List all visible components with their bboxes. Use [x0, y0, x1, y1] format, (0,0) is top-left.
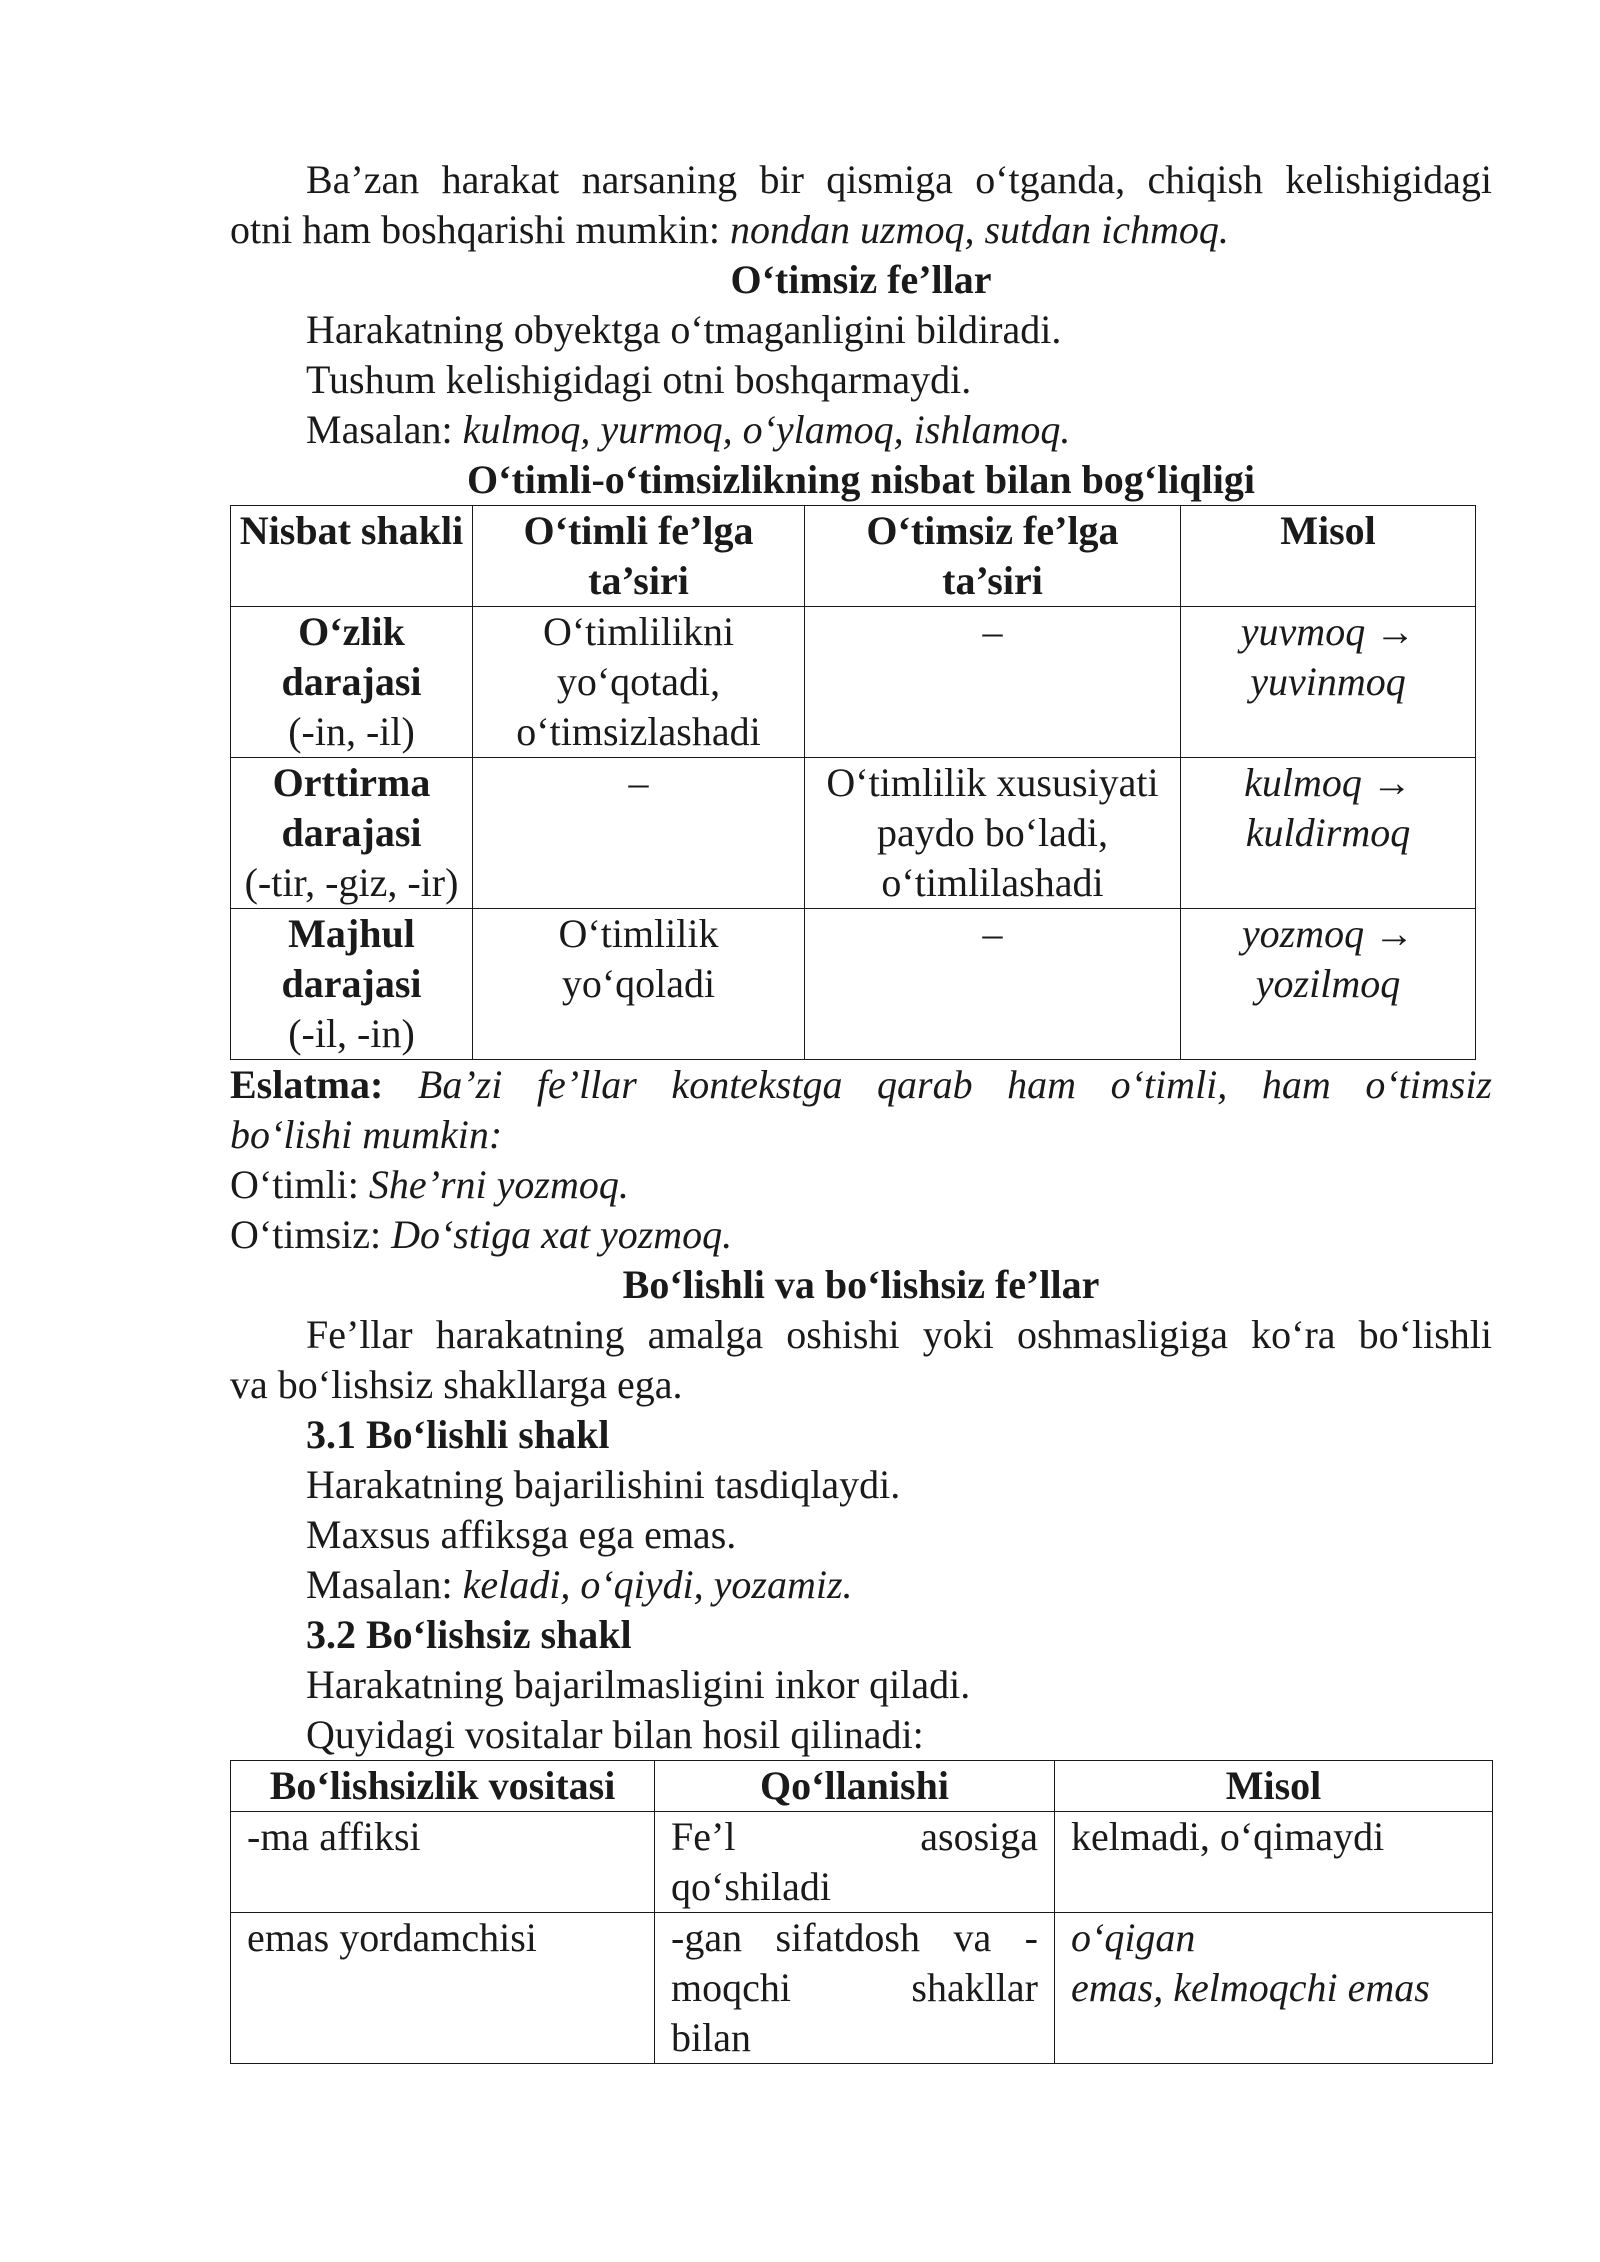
document-page — [230, 155, 1492, 2064]
otimsiz-example-text: kulmoq, yurmoq, o‘ylamoq, ishlamoq. — [462, 407, 1071, 452]
row-example: yuvmoq → yuvinmoq — [1181, 607, 1476, 758]
header-nisbat: Nisbat shakli — [231, 506, 473, 607]
section-3-1-example-text: keladi, o‘qiydi, yozamiz. — [462, 1562, 853, 1607]
row-name: Majhul darajasi — [281, 911, 422, 1006]
table-row — [231, 909, 1476, 1060]
row-example-line-1: o‘qigan — [1071, 1915, 1196, 1960]
section-3-1-example — [230, 1560, 1492, 1610]
row-transitive: O‘timlilikni yo‘qotadi, o‘timsizlashadi — [473, 607, 805, 758]
intro-line-2-text: otni ham boshqarishi mumkin: — [230, 207, 730, 252]
table-row — [231, 758, 1476, 909]
row-means: -ma affiksi — [231, 1812, 655, 1913]
header-otimsiz: O‘timsiz fe’lga ta’siri — [805, 506, 1181, 607]
otimsiz-heading: O‘timsiz fe’llar — [730, 257, 992, 302]
row-usage-line-1: -gan sifatdosh va - — [671, 1915, 1038, 1960]
intro-line-1: Ba’zan harakat narsaning bir qismiga o‘tganda, chiqish kelishigidagi — [306, 157, 1492, 202]
row-usage — [655, 1913, 1055, 2064]
row-usage-line-2: qo‘shiladi — [671, 1864, 831, 1909]
table-header-row — [231, 1761, 1493, 1812]
otimsiz-line-2: Tushum kelishigidagi otni boshqarmaydi. — [306, 357, 972, 402]
row-intransitive: O‘timlilik xususiyati paydo bo‘ladi, o‘timlilashadi — [805, 758, 1181, 909]
header-vosita: Bo‘lishsizlik vositasi — [231, 1761, 655, 1812]
table1-title: O‘timli-o‘timsizlikning nisbat bilan bog‘liqligi — [467, 457, 1255, 502]
bolishli-para-1: Fe’llar harakatning amalga oshishi yoki oshmasligiga ko‘ra bo‘lishli — [306, 1312, 1492, 1357]
table-header-row — [231, 506, 1476, 607]
row-transitive: O‘timlilik yo‘qoladi — [473, 909, 805, 1060]
section-3-1-line-1: Harakatning bajarilishini tasdiqlaydi. — [306, 1462, 901, 1507]
otimsiz-example — [230, 405, 1492, 455]
row-name: Orttirma darajasi — [272, 760, 431, 855]
note-example-2 — [230, 1210, 1492, 1260]
row-intransitive: – — [805, 909, 1181, 1060]
section-3-2-line-1: Harakatning bajarilmasligini inkor qiladi. — [306, 1662, 971, 1707]
header-otimli: O‘timli fe’lga ta’siri — [473, 506, 805, 607]
section-3-1-title: 3.1 Bo‘lishli shakl — [306, 1412, 610, 1457]
note-ex1-label: O‘timli: — [230, 1162, 369, 1207]
row-name-cell — [231, 909, 473, 1060]
note-example-1 — [230, 1160, 1492, 1210]
negation-table — [230, 1760, 1493, 2064]
section-3-1-line-2: Maxsus affiksga ega emas. — [306, 1512, 737, 1557]
row-example-line-2: emas, kelmoqchi emas — [1071, 1965, 1430, 2010]
row-usage — [655, 1812, 1055, 1913]
section-3-1-example-label: Masalan: — [306, 1562, 463, 1607]
note-label: Eslatma: — [230, 1062, 384, 1107]
bolishli-para-2: va bo‘lishsiz shakllarga ega. — [230, 1362, 683, 1407]
header-misol: Misol — [1055, 1761, 1493, 1812]
row-affix: (-tir, -giz, -ir) — [244, 860, 459, 905]
row-example — [1055, 1913, 1493, 2064]
row-usage-line-3: bilan — [671, 2015, 751, 2060]
row-example: kelmadi, o‘qimaydi — [1055, 1812, 1493, 1913]
note-line-2: bo‘lishi mumkin: — [230, 1112, 503, 1157]
note-line-1 — [230, 1060, 1492, 1110]
note-ex1-text: She’rni yozmoq. — [368, 1162, 629, 1207]
table-row — [231, 1812, 1493, 1913]
voice-table — [230, 505, 1476, 1060]
note-ex2-text: Do‘stiga xat yozmoq. — [391, 1212, 733, 1257]
otimsiz-example-label: Masalan: — [306, 407, 463, 452]
header-qollanishi: Qo‘llanishi — [655, 1761, 1055, 1812]
header-misol: Misol — [1181, 506, 1476, 607]
intro-line-2 — [230, 205, 1492, 255]
note-text-1: Ba’zi fe’llar kontekstga qarab ham o‘timli, ham o‘timsiz — [383, 1062, 1492, 1107]
row-usage-line-1: Fe’l asosiga — [671, 1814, 1038, 1859]
row-affix: (-in, -il) — [288, 709, 415, 754]
intro-example: nondan uzmoq, sutdan ichmoq. — [729, 207, 1229, 252]
otimsiz-line-1: Harakatning obyektga o‘tmaganligini bildiradi. — [306, 307, 1062, 352]
row-name-cell — [231, 758, 473, 909]
bolishli-heading: Bo‘lishli va bo‘lishsiz fe’llar — [622, 1262, 1100, 1307]
row-usage-line-2: moqchi shakllar — [671, 1965, 1038, 2010]
section-3-2-title: 3.2 Bo‘lishsiz shakl — [306, 1612, 632, 1657]
row-affix: (-il, -in) — [288, 1011, 415, 1056]
row-name: O‘zlik darajasi — [281, 609, 422, 704]
row-example: yozmoq → yozilmoq — [1181, 909, 1476, 1060]
section-3-2-line-2: Quyidagi vositalar bilan hosil qilinadi: — [306, 1712, 924, 1757]
note-ex2-label: O‘timsiz: — [230, 1212, 392, 1257]
row-transitive: – — [473, 758, 805, 909]
table-row — [231, 607, 1476, 758]
row-name-cell — [231, 607, 473, 758]
row-means: emas yordamchisi — [231, 1913, 655, 2064]
row-intransitive: – — [805, 607, 1181, 758]
table-row — [231, 1913, 1493, 2064]
row-example: kulmoq → kuldirmoq — [1181, 758, 1476, 909]
